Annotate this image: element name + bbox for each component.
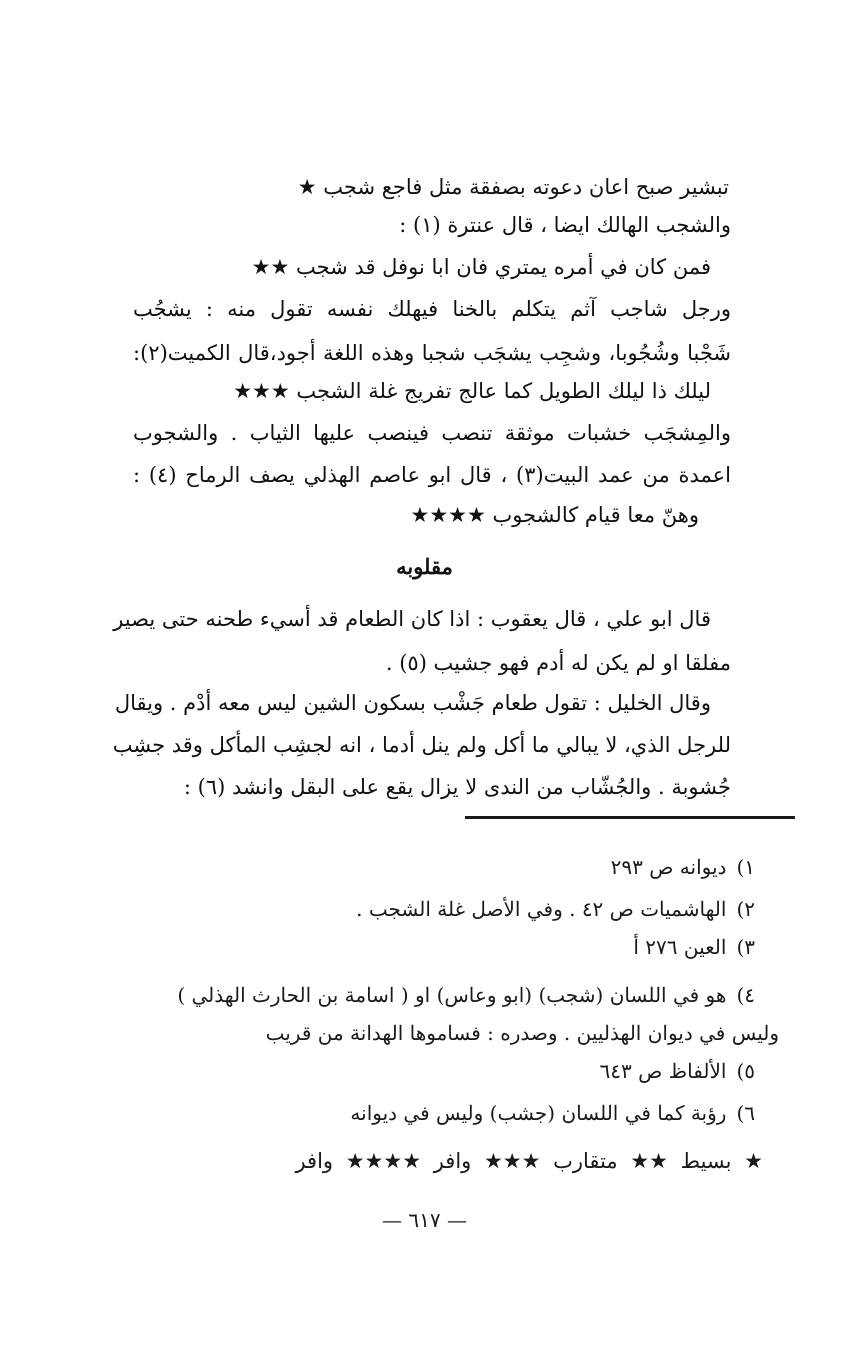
footnote-divider [465, 816, 795, 819]
footnote [600, 1056, 755, 1086]
text-line: شَجْبا وشُجُوبا، وشجِب يشجَب شجبا وهذه اللغة أجود،قال الكميت(٢): [133, 341, 731, 365]
verse-line: ليلك ذا ليلك الطويل كما عالج تفريج غلة الشجب ★★★ [233, 379, 711, 403]
footnote-text: ديوانه ص ٢٩٣ [610, 855, 727, 879]
footnote [611, 852, 755, 882]
footnote-number: ٦) [736, 1101, 755, 1125]
text-line: والمِشجَب خشبات موثقة تنصب فينصب عليها الثياب . والشجوب [133, 421, 731, 445]
footnote-number: ١) [736, 855, 755, 879]
text-line: وقال الخليل : تقول طعام جَشْب بسكون الشين ليس معه أدْم . ويقال [114, 691, 711, 715]
verse-line: فمن كان في أمره يمتري فان ابا نوفل قد شجب ★★ [251, 255, 711, 279]
section-heading: مقلوبه [396, 554, 453, 579]
footnote [633, 932, 755, 962]
text-line: مفلقا او لم يكن له أدم فهو جشيب (٥) . [385, 651, 731, 675]
footnote-text: وليس في ديوان الهذليين . وصدره : فساموها الهدانة من قريب [265, 1021, 779, 1045]
text-line: قال ابو علي ، قال يعقوب : اذا كان الطعام قد أسيء طحنه حتى يصير [113, 607, 711, 631]
footnote-number: ٤) [736, 983, 755, 1007]
footnote-text: الألفاظ ص ٦٤٣ [599, 1059, 727, 1083]
footnote-number: ٥) [736, 1059, 755, 1083]
footnote-text: هو في اللسان (شجب) (ابو وعاس) او ( اسامة بن الحارث الهذلي ) [177, 983, 727, 1007]
footnote-continuation [266, 1018, 779, 1048]
text-line: للرجل الذي، لا يبالي ما أكل ولم ينل أدما ، انه لجشِب المأكل وقد جشِب [112, 733, 731, 757]
footnote-text: العين ٢٧٦ أ [633, 935, 727, 959]
verse-line: تبشير صبح اعان دعوته بصفقة مثل فاجع شجب ★ [297, 175, 729, 199]
text-line: جُشوبة . والجُشّاب من الندى لا يزال يقع على البقل وانشد (٦) : [183, 775, 731, 799]
verse-line: وهنّ معا قيام كالشجوب ★★★★ [410, 503, 699, 527]
footnote-number: ٣) [736, 935, 755, 959]
page-number: — ٦١٧ — [382, 1208, 467, 1232]
text-line: والشجب الهالك ايضا ، قال عنترة (١) : [399, 213, 731, 237]
meter-legend: ★ بسيط ★★ متقارب ★★★ وافر ★★★★ وافر [295, 1149, 763, 1173]
footnote-text: الهاشميات ص ٤٢ . وفي الأصل غلة الشجب . [356, 897, 727, 921]
footnote [356, 894, 755, 924]
footnote [350, 1098, 755, 1128]
text-line: اعمدة من عمد البيت(٣) ، قال ابو عاصم الهذلي يصف الرماح (٤) : [133, 463, 731, 487]
footnote-number: ٢) [736, 897, 755, 921]
footnote-text: رؤبة كما في اللسان (جشب) وليس في ديوانه [350, 1101, 727, 1125]
footnote [177, 980, 755, 1010]
text-line: ورجل شاجب آثم يتكلم بالخنا فيهلك نفسه تقول منه : يشجُب [133, 297, 731, 321]
